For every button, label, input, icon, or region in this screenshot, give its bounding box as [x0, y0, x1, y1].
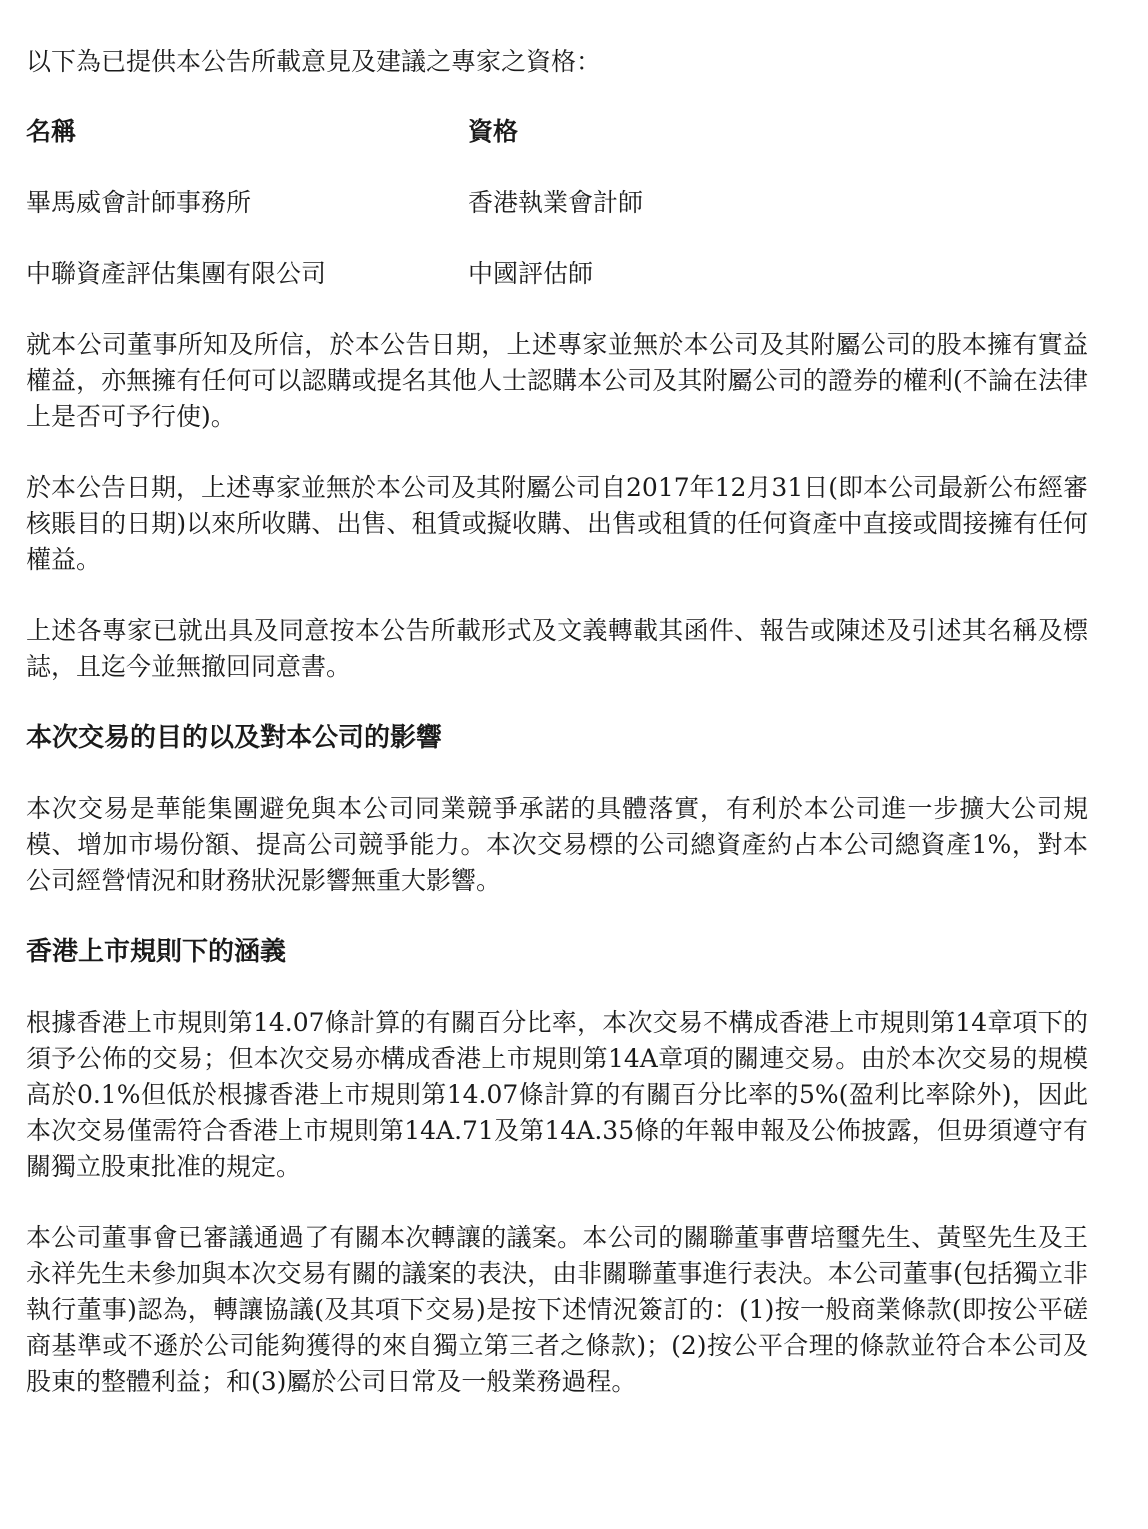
experts-table-row	[26, 256, 1088, 292]
experts-table-row	[26, 185, 1088, 221]
paragraph-no-interest: 就本公司董事所知及所信，於本公告日期，上述專家並無於本公司及其附屬公司的股本擁有實益權益，亦無擁有任何可以認購或提名其他人士認購本公司及其附屬公司的證券的權利(不論在法律上是否可予行使)。	[26, 330, 1088, 431]
paragraph-board-approval: 本公司董事會已審議通過了有關本次轉讓的議案。本公司的關聯董事曹培璽先生、黃堅先生及王永祥先生未參加與本次交易有關的議案的表決，由非關聯董事進行表決。本公司董事(包括獨立非執行董事)認為，轉讓協議(及其項下交易)是按下述情況簽訂的：(1)按一般商業條款(即按公平磋商基準或不遜於公司能夠獲得的來自獨立第三者之條款)；(2)按公平合理的條款並符合本公司及股東的整體利益；和(3)屬於公司日常及一般業務過程。	[26, 1223, 1088, 1396]
expert-qualification: 中國評估師	[468, 259, 594, 288]
header-name: 名稱	[26, 117, 77, 146]
document-page	[26, 44, 1088, 1400]
expert-name: 中聯資產評估集團有限公司	[26, 259, 327, 288]
section-heading-listing-rules: 香港上市規則下的涵義	[26, 937, 287, 967]
paragraph-consent: 上述各專家已就出具及同意按本公告所載形式及文義轉載其函件、報告或陳述及引述其名稱及標誌，且迄今並無撤回同意書。	[26, 616, 1088, 681]
intro-text: 以下為已提供本公告所載意見及建議之專家之資格：	[26, 47, 602, 76]
section-heading-purpose: 本次交易的目的以及對本公司的影響	[26, 723, 443, 753]
paragraph-listing-rules: 根據香港上市規則第14.07條計算的有關百分比率，本次交易不構成香港上市規則第14章項下的須予公佈的交易；但本次交易亦構成香港上市規則第14A章項的關連交易。由於本次交易的規模高於0.1%但低於根據香港上市規則第14.07條計算的有關百分比率的5%(盈利比率除外)，因此本次交易僅需符合香港上市規則第14A.71及第14A.35條的年報申報及公佈披露，但毋須遵守有關獨立股東批准的規定。	[26, 1008, 1088, 1181]
experts-table-header	[26, 114, 1088, 150]
header-qualification: 資格	[468, 117, 519, 146]
expert-qualification: 香港執業會計師	[468, 188, 644, 217]
paragraph-no-asset-interest: 於本公告日期，上述專家並無於本公司及其附屬公司自2017年12月31日(即本公司最新公布經審核賬目的日期)以來所收購、出售、租賃或擬收購、出售或租賃的任何資產中直接或間接擁有任何權益。	[26, 473, 1089, 574]
paragraph-purpose: 本次交易是華能集團避免與本公司同業競爭承諾的具體落實，有利於本公司進一步擴大公司規模、增加市場份額、提高公司競爭能力。本次交易標的公司總資產約占本公司總資產1%，對本公司經營情況和財務狀況影響無重大影響。	[26, 794, 1088, 895]
expert-name: 畢馬威會計師事務所	[26, 188, 252, 217]
